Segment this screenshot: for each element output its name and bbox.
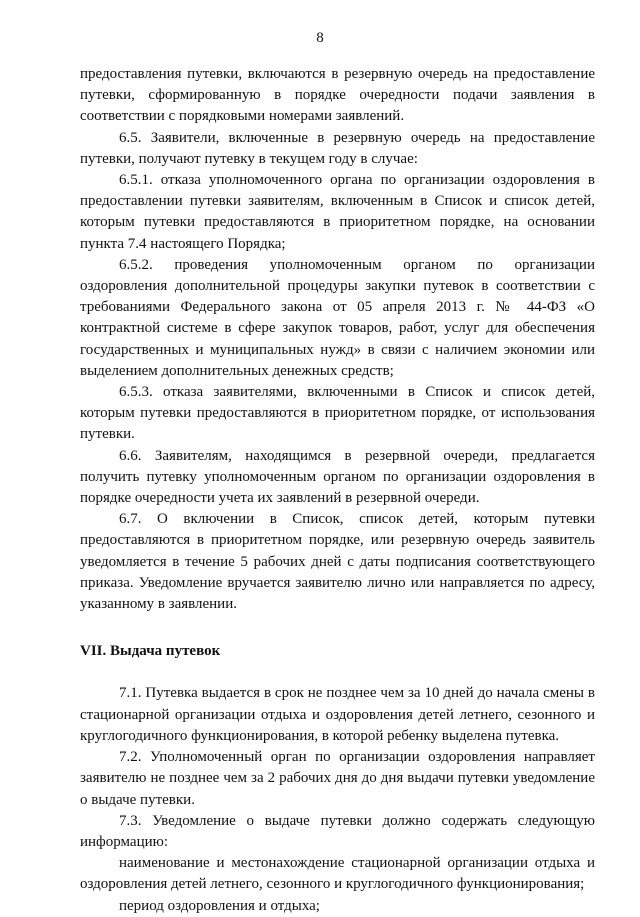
paragraph-7-1: 7.1. Путевка выдается в срок не позднее чем за 10 дней до начала смены в стационарной организации отдыха и оздоровления детей летнего, сезонного и круглогодичного функционирования, в которой ребенку выделена путевка. <box>80 685 595 744</box>
paragraph-7-3: 7.3. Уведомление о выдаче путевки должно содержать следующую информацию: <box>80 812 595 850</box>
page-number: 8 <box>316 30 324 46</box>
list-item-name-location: наименование и местонахождение стационарной организации отдыха и оздоровления детей летнего, сезонного и круглогодичного функционирования; <box>80 855 595 893</box>
paragraph-6-5: 6.5. Заявители, включенные в резервную очередь на предоставление путевки, получают путевку в текущем году в случае: <box>80 129 595 167</box>
paragraph-6-5-2: 6.5.2. проведения уполномоченным органом по организации оздоровления дополнительной процедуры закупки путевок в соответствии с требованиями Федерального закона от 05 апреля 2013 г. № 44-ФЗ «О контрактной системе в сфере закупок товаров, работ, услуг для обеспечения государственных и муниципальных нужд» в связи с наличием экономии или выделением дополнительных денежных средств; <box>80 256 595 379</box>
paragraph-7-2: 7.2. Уполномоченный орган по организации оздоровления направляет заявителю не позднее чем за 2 рабочих дня до дня выдачи путевки уведомление о выдаче путевки. <box>80 749 595 808</box>
section-title: VII. Выдача путевок <box>80 643 221 660</box>
paragraph-6-6: 6.6. Заявителям, находящимся в резервной очереди, предлагается получить путевку уполномоченным органом по организации оздоровления в порядке очередности учета их заявлений в резервной очереди. <box>80 447 595 507</box>
paragraph-continuation: предоставления путевки, включаются в резервную очередь на предоставление путевки, сформированную в порядке очередности подачи заявления в соответствии с порядковыми номерами заявлений. <box>80 66 595 125</box>
paragraph-6-7: 6.7. О включении в Список, список детей, которым путевки предоставляются в приоритетном порядке, или резервную очередь заявитель уведомляется в течение 5 рабочих дней с даты подписания соответствующего приказа. Уведомление вручается заявителю лично или направляется по адресу, указанному в заявлении. <box>80 511 595 613</box>
list-item-period: период оздоровления и отдыха; <box>119 897 320 914</box>
paragraph-6-5-1: 6.5.1. отказа уполномоченного органа по организации оздоровления в предоставлении путевки заявителям, включенным в Список и список детей, которым путевки предоставляются в приоритетном порядке, на основании пункта 7.4 настоящего Порядка; <box>80 172 595 252</box>
paragraph-6-5-3: 6.5.3. отказа заявителями, включенными в Список и список детей, которым путевки предоставляются в приоритетном порядке, от использования путевки. <box>80 384 595 443</box>
document-body <box>80 64 595 917</box>
